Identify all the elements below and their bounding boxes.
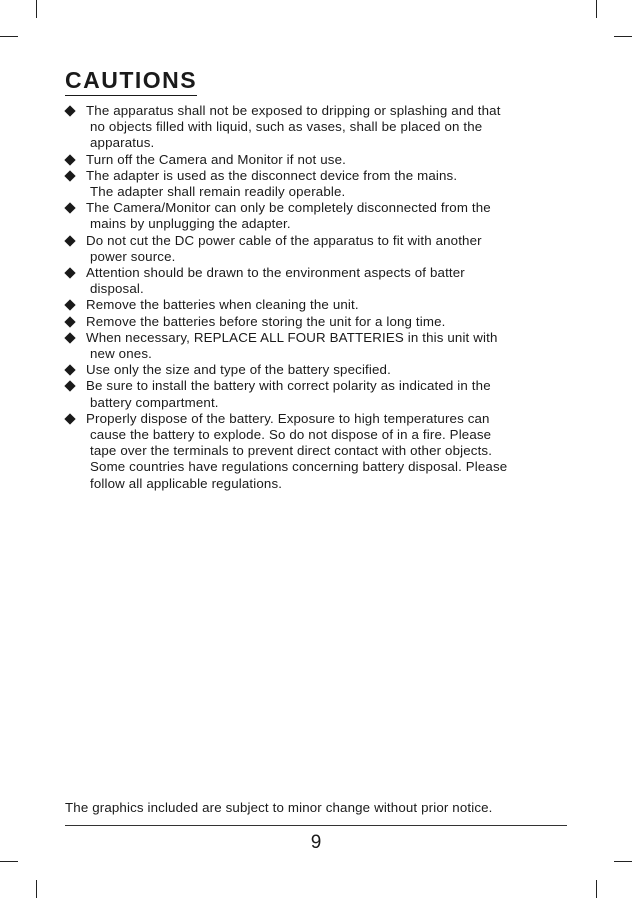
caution-text	[86, 200, 585, 232]
caution-text	[86, 233, 585, 265]
caution-line: Remove the batteries when cleaning the unit.	[86, 297, 359, 313]
caution-text	[86, 330, 585, 362]
caution-line: tape over the terminals to prevent direct contact with other objects.	[90, 443, 493, 459]
crop-mark-bottom-right-vertical	[596, 880, 597, 898]
caution-line: Use only the size and type of the battery specified.	[86, 362, 391, 378]
caution-item	[65, 362, 585, 378]
diamond-bullet-icon	[64, 365, 75, 376]
caution-item	[65, 265, 585, 297]
diamond-bullet-icon	[64, 413, 75, 424]
crop-mark-bottom-right-horizontal	[614, 861, 632, 862]
caution-item	[65, 411, 585, 492]
footer-divider	[65, 825, 567, 826]
caution-line: Do not cut the DC power cable of the apparatus to fit with another	[86, 232, 482, 248]
page-title: CAUTIONS	[65, 66, 197, 96]
caution-text	[86, 362, 585, 378]
diamond-bullet-icon	[64, 203, 75, 214]
caution-line: Attention should be drawn to the environment aspects of batter	[86, 265, 465, 281]
caution-item	[65, 378, 585, 410]
caution-line: apparatus.	[90, 135, 155, 151]
caution-item	[65, 233, 585, 265]
caution-line: power source.	[90, 248, 176, 264]
caution-item	[65, 314, 585, 330]
diamond-bullet-icon	[64, 381, 75, 392]
caution-item	[65, 103, 585, 152]
crop-mark-bottom-left-vertical	[36, 880, 37, 898]
caution-text	[86, 168, 585, 200]
caution-line: cause the battery to explode. So do not dispose of in a fire. Please	[90, 427, 492, 443]
caution-line: battery compartment.	[90, 394, 219, 410]
caution-line: disposal.	[90, 281, 144, 297]
caution-line: Some countries have regulations concerning battery disposal. Please	[90, 459, 508, 475]
caution-line: new ones.	[90, 346, 152, 362]
caution-item	[65, 330, 585, 362]
caution-line: follow all applicable regulations.	[90, 475, 283, 491]
caution-line: The adapter is used as the disconnect device from the mains.	[86, 167, 458, 183]
caution-line: mains by unplugging the adapter.	[90, 216, 291, 232]
diamond-bullet-icon	[64, 235, 75, 246]
crop-mark-top-left-horizontal	[0, 36, 18, 37]
crop-mark-top-right-horizontal	[614, 36, 632, 37]
caution-line: Turn off the Camera and Monitor if not use.	[86, 151, 346, 167]
diamond-bullet-icon	[64, 267, 75, 278]
caution-item	[65, 200, 585, 232]
crop-mark-bottom-left-horizontal	[0, 861, 18, 862]
caution-item	[65, 297, 585, 313]
diamond-bullet-icon	[64, 105, 75, 116]
page-number: 9	[310, 832, 322, 853]
crop-mark-top-left-vertical	[36, 0, 37, 18]
caution-line: When necessary, REPLACE ALL FOUR BATTERIES in this unit with	[86, 329, 498, 345]
caution-line: Be sure to install the battery with correct polarity as indicated in the	[86, 378, 491, 394]
footer-notice: The graphics included are subject to minor change without prior notice.	[65, 800, 493, 815]
diamond-bullet-icon	[64, 170, 75, 181]
caution-text	[86, 411, 585, 492]
caution-line: The adapter shall remain readily operable.	[90, 184, 346, 200]
diamond-bullet-icon	[64, 316, 75, 327]
caution-text	[86, 152, 585, 168]
diamond-bullet-icon	[64, 154, 75, 165]
crop-mark-top-right-vertical	[596, 0, 597, 18]
caution-text	[86, 265, 585, 297]
caution-line: Properly dispose of the battery. Exposure to high temperatures can	[86, 410, 490, 426]
caution-text	[86, 378, 585, 410]
caution-text	[86, 103, 585, 152]
caution-line: The Camera/Monitor can only be completely disconnected from the	[86, 200, 491, 216]
caution-item	[65, 168, 585, 200]
caution-text	[86, 297, 585, 313]
caution-line: Remove the batteries before storing the unit for a long time.	[86, 313, 446, 329]
caution-text	[86, 314, 585, 330]
caution-item	[65, 152, 585, 168]
caution-line: no objects filled with liquid, such as vases, shall be placed on the	[90, 119, 483, 135]
caution-line: The apparatus shall not be exposed to dripping or splashing and that	[86, 103, 501, 118]
diamond-bullet-icon	[64, 300, 75, 311]
cautions-list	[65, 103, 585, 492]
diamond-bullet-icon	[64, 332, 75, 343]
